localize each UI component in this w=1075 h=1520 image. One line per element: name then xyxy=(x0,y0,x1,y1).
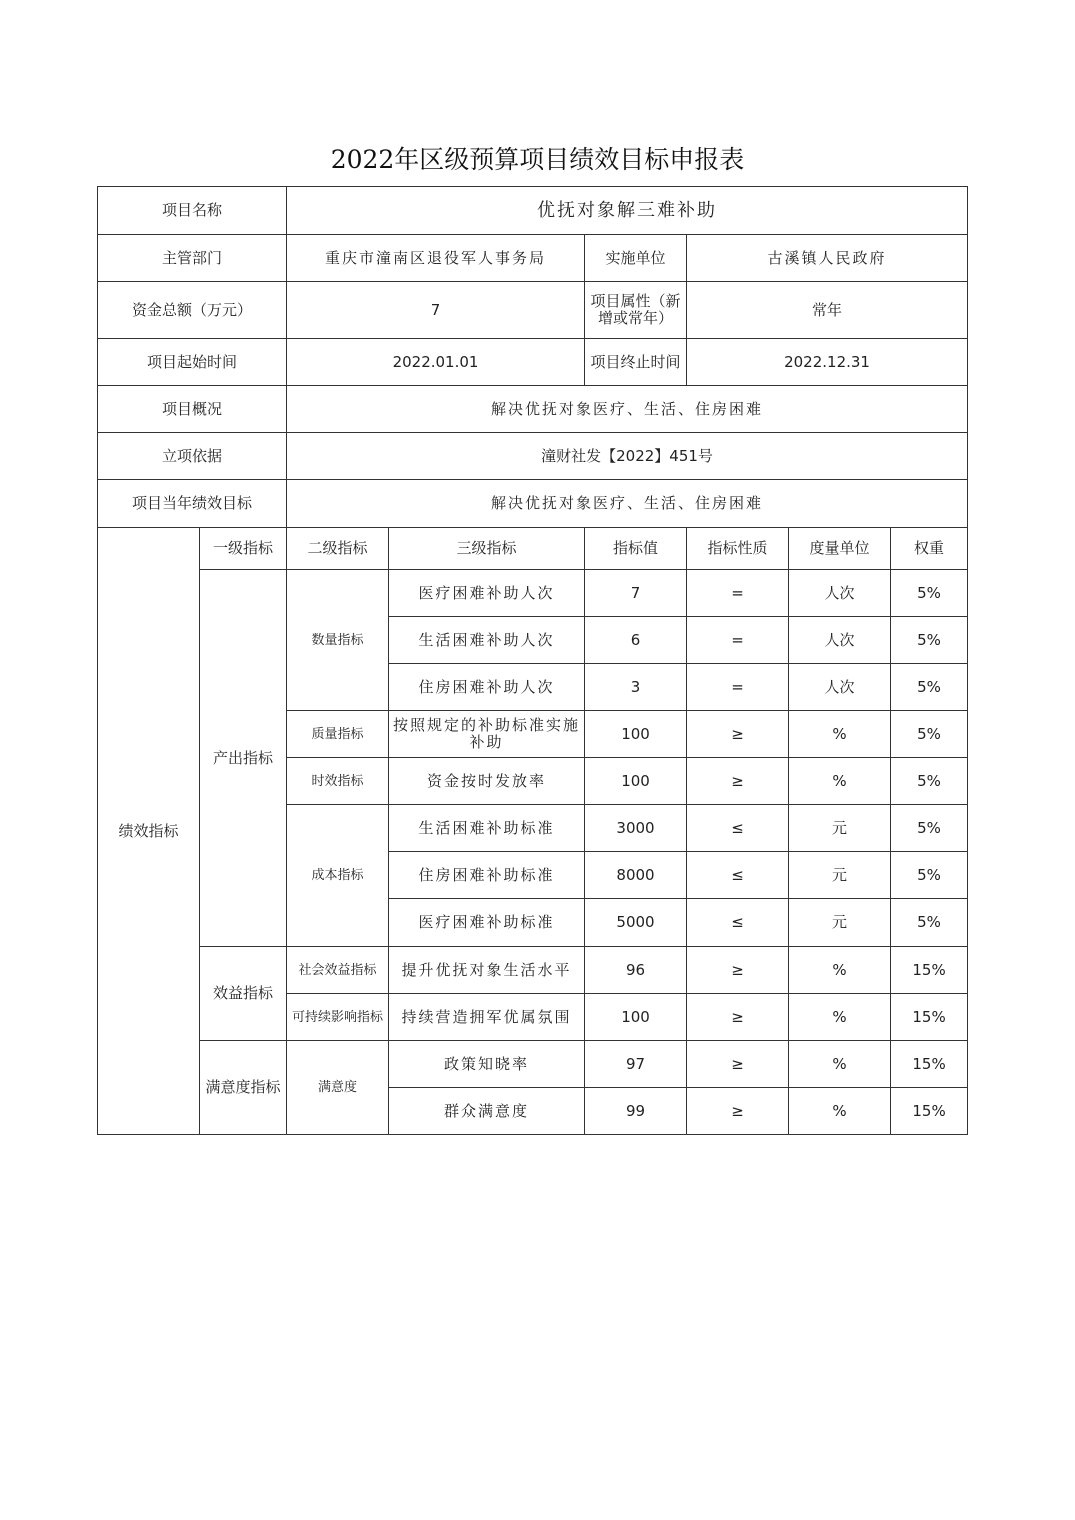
level1-output: 产出指标 xyxy=(200,570,287,947)
basis-label: 立项依据 xyxy=(98,433,287,480)
metric-name: 生活困难补助标准 xyxy=(389,805,585,852)
header-cell: 度量单位 xyxy=(789,528,891,570)
table-row xyxy=(98,570,968,617)
end-label: 项目终止时间 xyxy=(585,339,687,386)
level2-timeliness: 时效指标 xyxy=(287,758,389,805)
metric-weight: 5% xyxy=(891,758,968,805)
end-value: 2022.12.31 xyxy=(687,339,968,386)
metric-weight: 15% xyxy=(891,1088,968,1135)
metric-operator: = xyxy=(687,664,789,711)
metric-value: 100 xyxy=(585,711,687,758)
level2-quantity: 数量指标 xyxy=(287,570,389,711)
metric-weight: 5% xyxy=(891,617,968,664)
overview-value: 解决优抚对象医疗、生活、住房困难 xyxy=(287,386,968,433)
metric-operator: ≤ xyxy=(687,899,789,947)
metric-unit: % xyxy=(789,1088,891,1135)
header-cell: 指标性质 xyxy=(687,528,789,570)
level1-benefit: 效益指标 xyxy=(200,947,287,1041)
table-row xyxy=(98,1041,968,1088)
level2-sustainable-impact: 可持续影响指标 xyxy=(287,994,389,1041)
metric-unit: 人次 xyxy=(789,664,891,711)
metric-name: 生活困难补助人次 xyxy=(389,617,585,664)
metric-unit: % xyxy=(789,1041,891,1088)
metric-value: 3 xyxy=(585,664,687,711)
dept-label: 主管部门 xyxy=(98,235,287,282)
level2-satisfaction: 满意度 xyxy=(287,1041,389,1135)
metric-operator: ≤ xyxy=(687,852,789,899)
metric-unit: 人次 xyxy=(789,617,891,664)
metric-value: 8000 xyxy=(585,852,687,899)
metric-operator: ≥ xyxy=(687,758,789,805)
attr-label: 项目属性（新增或常年） xyxy=(585,282,687,339)
table-row xyxy=(98,947,968,994)
project-name-label: 项目名称 xyxy=(98,187,287,235)
dept-value: 重庆市潼南区退役军人事务局 xyxy=(287,235,585,282)
metric-name: 按照规定的补助标准实施补助 xyxy=(389,711,585,758)
metric-weight: 15% xyxy=(891,994,968,1041)
metric-name: 住房困难补助人次 xyxy=(389,664,585,711)
metric-operator: ≥ xyxy=(687,1041,789,1088)
metric-operator: ≥ xyxy=(687,1088,789,1135)
metric-name: 资金按时发放率 xyxy=(389,758,585,805)
perf-header-row xyxy=(98,528,968,570)
metric-operator: ≥ xyxy=(687,994,789,1041)
header-cell: 一级指标 xyxy=(200,528,287,570)
attr-value: 常年 xyxy=(687,282,968,339)
row-basis xyxy=(98,433,968,480)
metric-weight: 15% xyxy=(891,947,968,994)
level2-cost: 成本指标 xyxy=(287,805,389,947)
metric-weight: 5% xyxy=(891,899,968,947)
metric-value: 6 xyxy=(585,617,687,664)
level2-social-benefit: 社会效益指标 xyxy=(287,947,389,994)
metric-value: 5000 xyxy=(585,899,687,947)
metric-name: 住房困难补助标准 xyxy=(389,852,585,899)
perf-section-label: 绩效指标 xyxy=(98,528,200,1135)
metric-unit: 元 xyxy=(789,852,891,899)
metric-weight: 5% xyxy=(891,805,968,852)
level2-quality: 质量指标 xyxy=(287,711,389,758)
page-title: 2022年区级预算项目绩效目标申报表 xyxy=(330,145,745,174)
metric-unit: % xyxy=(789,947,891,994)
impl-label: 实施单位 xyxy=(585,235,687,282)
metric-value: 96 xyxy=(585,947,687,994)
metric-value: 100 xyxy=(585,994,687,1041)
fund-label: 资金总额（万元） xyxy=(98,282,287,339)
metric-value: 3000 xyxy=(585,805,687,852)
level1-satisfaction: 满意度指标 xyxy=(200,1041,287,1135)
metric-weight: 5% xyxy=(891,570,968,617)
header-cell: 指标值 xyxy=(585,528,687,570)
metric-name: 持续营造拥军优属氛围 xyxy=(389,994,585,1041)
metric-unit: % xyxy=(789,711,891,758)
metric-unit: % xyxy=(789,994,891,1041)
row-goal xyxy=(98,480,968,528)
metric-name: 提升优抚对象生活水平 xyxy=(389,947,585,994)
metric-operator: = xyxy=(687,570,789,617)
metric-weight: 5% xyxy=(891,852,968,899)
metric-unit: % xyxy=(789,758,891,805)
start-label: 项目起始时间 xyxy=(98,339,287,386)
metric-name: 医疗困难补助标准 xyxy=(389,899,585,947)
metric-operator: ≥ xyxy=(687,947,789,994)
metric-value: 100 xyxy=(585,758,687,805)
header-cell: 三级指标 xyxy=(389,528,585,570)
metric-name: 政策知晓率 xyxy=(389,1041,585,1088)
goal-label: 项目当年绩效目标 xyxy=(98,480,287,528)
fund-value: 7 xyxy=(287,282,585,339)
metric-name: 群众满意度 xyxy=(389,1088,585,1135)
goal-value: 解决优抚对象医疗、生活、住房困难 xyxy=(287,480,968,528)
row-overview xyxy=(98,386,968,433)
metric-unit: 人次 xyxy=(789,570,891,617)
row-dates xyxy=(98,339,968,386)
row-project-name xyxy=(98,187,968,235)
metric-value: 97 xyxy=(585,1041,687,1088)
impl-value: 古溪镇人民政府 xyxy=(687,235,968,282)
metric-unit: 元 xyxy=(789,805,891,852)
metric-name: 医疗困难补助人次 xyxy=(389,570,585,617)
performance-form-table xyxy=(97,186,968,1135)
metric-operator: ≥ xyxy=(687,711,789,758)
metric-unit: 元 xyxy=(789,899,891,947)
metric-operator: ≤ xyxy=(687,805,789,852)
start-value: 2022.01.01 xyxy=(287,339,585,386)
metric-weight: 5% xyxy=(891,711,968,758)
header-cell: 二级指标 xyxy=(287,528,389,570)
metric-weight: 15% xyxy=(891,1041,968,1088)
metric-value: 7 xyxy=(585,570,687,617)
metric-operator: = xyxy=(687,617,789,664)
row-department xyxy=(98,235,968,282)
project-name-value: 优抚对象解三难补助 xyxy=(287,187,968,235)
basis-value: 潼财社发【2022】451号 xyxy=(287,433,968,480)
metric-weight: 5% xyxy=(891,664,968,711)
metric-value: 99 xyxy=(585,1088,687,1135)
row-funding xyxy=(98,282,968,339)
overview-label: 项目概况 xyxy=(98,386,287,433)
header-cell: 权重 xyxy=(891,528,968,570)
